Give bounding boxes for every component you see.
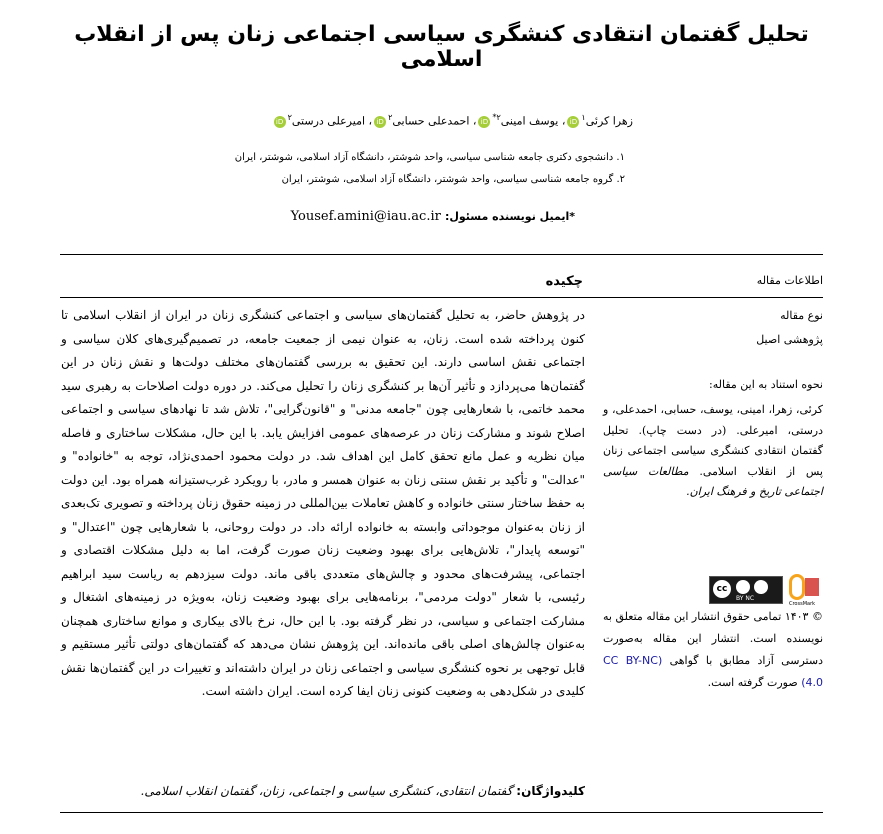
cc-license-badge[interactable] <box>709 576 783 604</box>
crossmark-icon <box>805 578 819 596</box>
bottom-divider <box>60 812 823 813</box>
copyright-text: © ۱۴۰۳ تمامی حقوق انتشار این مقاله متعلق به نویسنده است. انتشار این مقاله به‌صورت دسترسی آزاد مطابق با گواهی <box>603 610 823 667</box>
orcid-icon[interactable]: iD <box>478 116 490 128</box>
abstract-heading: چکیده <box>545 274 583 289</box>
cc-icon: cc <box>713 580 731 598</box>
copyright-tail: صورت گرفته است. <box>707 676 798 689</box>
citation-heading: نحوه استناد به این مقاله: <box>709 378 823 391</box>
author-affil-marker: ۲ <box>287 113 292 122</box>
article-type-value: پژوهشی اصیل <box>756 333 823 346</box>
corresponding-label: *ایمیل نویسنده مسئول: <box>444 210 575 223</box>
author-name: امیرعلی درستی <box>291 114 366 128</box>
author-name: زهرا کرئی <box>585 114 633 128</box>
affiliation-2: ۲. گروه جامعه شناسی سیاسی، واحد شوشتر، دانشگاه آزاد اسلامی، شوشتر، ایران <box>281 174 625 185</box>
citation-journal: مطالعات سیاسی اجتماعی تاریخ و فرهنگ ایران. <box>603 464 823 498</box>
crossmark-label: CrossMark <box>789 601 816 607</box>
open-access-icon <box>789 574 805 600</box>
article-type-heading: نوع مقاله <box>780 309 823 322</box>
orcid-icon[interactable]: iD <box>374 116 386 128</box>
license-badges <box>693 574 823 607</box>
attribution-icon <box>736 580 750 594</box>
author-affil-marker: ۲* <box>492 113 501 122</box>
author-list: زهرا کرئی$^۱$iD، یوسف امینی$^{۲*}$iD، احمدعلی حسابی$^۲$iD، امیرعلی درستی$^۲$iD <box>73 113 633 128</box>
corresponding-author <box>75 209 575 224</box>
corresponding-email[interactable]: Yousef.amini@iau.ac.ir <box>290 209 441 224</box>
noncommercial-icon <box>754 580 768 594</box>
copyright-notice <box>603 606 823 694</box>
citation-block <box>603 400 823 503</box>
author-affil-marker: ۱ <box>581 113 586 122</box>
top-divider <box>60 254 823 255</box>
crossmark-badge[interactable] <box>789 574 823 607</box>
paper-title: تحلیل گفتمان انتقادی کنشگری سیاسی اجتماعی زنان پس از انقلاب اسلامی <box>74 22 809 72</box>
affiliation-1: ۱. دانشجوی دکتری جامعه شناسی سیاسی، واحد شوشتر، دانشگاه آزاد اسلامی، شوشتر، ایران <box>234 152 625 163</box>
article-info-heading: اطلاعات مقاله <box>756 274 823 287</box>
header-divider <box>60 297 823 298</box>
license-link[interactable]: (CC BY-NC 4.0) <box>603 654 823 689</box>
keywords-line <box>61 784 585 798</box>
author-name: احمدعلی حسابی <box>392 114 470 128</box>
orcid-icon[interactable]: iD <box>567 116 579 128</box>
citation-text: کرئی، زهرا، امینی، یوسف، حسابی، احمدعلی، و درستی، امیرعلی. (در دست چاپ). تحلیل گفتمان انتقادی کنشگری سیاسی اجتماعی زنان پس از انقلاب اسلامی. <box>603 403 823 478</box>
orcid-icon[interactable]: iD <box>274 116 286 128</box>
cc-badge-label: BY NC <box>736 595 755 602</box>
keywords-label: کلیدواژگان: <box>516 784 585 798</box>
abstract-body: در پژوهش حاضر، به تحلیل گفتمان‌های سیاسی و اجتماعی کنشگری زنان در ایران از انقلاب اسلامی تا کنون پرداخته شده است. زنان، به عنوان نیمی از جمعیت جامعه، در تصمیم‌گیری‌های کلان سیاسی و اجتماعی نقش اساسی دارند. این تحقیق به بررسی گفتمان‌های مختلف دولت‌ها و نقش زنان در این گفتمان‌ها می‌پردازد و تأثیر آن‌ها بر کنشگری زنان را تحلیل می‌کند. در دوره دولت اصلاحات به رهبری سید محمد خاتمی، با شعارهایی چون "جامعه مدنی" و "قانون‌گرایی"، تلاش شد تا نهادهای سیاسی و اجتماعی اصلاح شوند و مشارکت زنان در عرصه‌های عمومی افزایش یابد. با این حال، مشکلات ساختاری و فاصله میان نظریه و عمل مانع تحقق کامل این اهداف شد. در دولت محمود احمدی‌نژاد، توجه به "خانواده" و "عدالت" و تأکید بر نقش سنتی زنان به عنوان همسر و مادر، با رویکرد غرب‌ستیزانه همراه بود. این دولت به حفظ ساختار سنتی خانواده و کاهش تعاملات بین‌المللی در زمینه حقوق زنان پرداخته و تصویری تک‌بعدی از زنان به‌عنوان موجوداتی وابسته به خانواده ارائه داد. در دولت روحانی، با شعارهایی چون "اعتدال" و "توسعه پایدار"، تلاش‌هایی برای بهبود وضعیت زنان صورت گرفت، اما به دلیل مشکلات اقتصادی و اجتماعی، پیشرفت‌های محدود و چالش‌های متعددی باقی ماند. دولت سیزدهم به ریاست سید ابراهیم رئیسی، با شعار "دولت مردمی"، برنامه‌هایی برای بهبود وضعیت زنان، به‌ویژه در زمینه‌های اشتغال و مشارکت اجتماعی و سیاسی، در نظر گرفته بود. با این حال، نرخ بالای بیکاری و موانع ساختاری همچنان به‌عنوان چالش‌های اصلی باقی مانده‌اند. این پژوهش نشان می‌دهد که گفتمان‌های دولتی تأثیر مستقیم و قابل توجهی بر نحوه کنشگری سیاسی و اجتماعی زنان در ایران داشته‌اند و تغییرات در این گفتمان‌ها نقش کلیدی در شکل‌دهی به وضعیت کنونی زنان ایفا کرده است. ایران داشته است. <box>61 308 585 698</box>
author-name: یوسف امینی <box>500 114 559 128</box>
keywords-list: گفتمان انتقادی، کنشگری سیاسی و اجتماعی، زنان، گفتمان انقلاب اسلامی. <box>140 784 513 798</box>
author-affil-marker: ۲ <box>388 113 393 122</box>
